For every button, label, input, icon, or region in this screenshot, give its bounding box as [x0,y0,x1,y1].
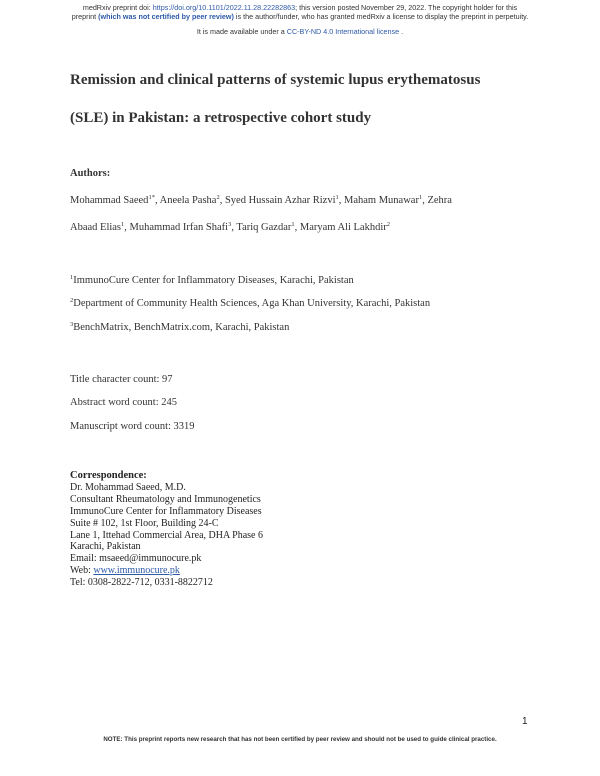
license-line: It is made available under a CC-BY-ND 4.0 International license . [196,27,404,36]
correspondence-email: Email: msaeed@immunocure.pk [70,553,202,565]
paper-title-line-1: Remission and clinical patterns of systemic lupus erythematosus [70,72,481,88]
correspondence-line: ImmunoCure Center for Inflammatory Diseases [70,505,262,517]
correspondence-heading: Correspondence: [70,470,147,481]
author-name: Muhammad Irfan Shafi [129,222,229,233]
author-name: Maryam Ali Lakhdir [299,222,387,233]
author-name: Maham Munawar [344,195,419,206]
correspondence-line: Suite # 102, 1st Floor, Building 24-C [70,517,219,529]
abstract-word-count: Abstract word count: 245 [70,397,178,408]
doi-link[interactable]: https://doi.org/10.1101/2022.11.28.22282863 [152,3,296,12]
license-link[interactable]: CC-BY-ND 4.0 International license [286,27,400,36]
paper-title-line-2: (SLE) in Pakistan: a retrospective cohort study [70,110,372,126]
correspondence-tel: Tel: 0308-2822-712, 0331-8822712 [70,577,213,589]
preprint-header [0,3,600,21]
page-number: 1 [522,716,528,727]
affiliation-2: $^2$Department of Community Health Sciences, Aga Khan University, Karachi, Pakistan [70,297,431,309]
correspondence-block [70,470,263,589]
correspondence-line: Dr. Mohammad Saeed, M.D. [70,481,186,493]
authors-line-2: Abaad Elias$^1$, Muhammad Irfan Shafi$^3$, Tariq Gazdar$^1$, Maryam Ali Lakhdir$^2$ [70,221,391,233]
affiliation-3: $^3$BenchMatrix, BenchMatrix.com, Karachi, Pakistan [70,321,290,333]
correspondence-web: Web: www.immunocure.pk [70,565,180,577]
authors-line-1: Mohammad Saeed$^{1*}$, Aneela Pasha$^2$, Syed Hussain Azhar Rizvi$^1$, Maham Munawar$^1$, Zehra [70,194,452,206]
author-name: Mohammad Saeed [70,195,149,206]
affiliation-1: $^1$ImmunoCure Center for Inflammatory Diseases, Karachi, Pakistan [70,274,354,286]
header-line-1: medRxiv preprint doi: https://doi.org/10.1101/2022.11.28.22282863; this version posted November 29, 2022. The copyright holder for this [82,3,518,12]
author-name: Syed Hussain Azhar Rizvi [224,195,336,206]
correspondence-line: Karachi, Pakistan [70,541,141,553]
manuscript-word-count: Manuscript word count: 3319 [70,421,195,432]
not-certified-note: (which was not certified by peer review) [98,12,234,21]
header-line-2: preprint (which was not certified by peer review) is the author/funder, who has granted medRxiv a license to display the preprint in perpetuity. [71,12,529,21]
correspondence-line: Lane 1, Ittehad Commercial Area, DHA Phase 6 [70,529,263,541]
preprint-footer-note: NOTE: This preprint reports new research that has not been certified by peer review and should not be used to guide clinical practice. [103,736,497,743]
title-character-count: Title character count: 97 [70,374,173,385]
authors-heading: Authors: [70,168,111,179]
author-name: Abaad Elias [70,222,122,233]
website-link[interactable]: www.immunocure.pk [93,565,180,577]
author-name: Aneela Pasha [159,195,217,206]
author-name: Tariq Gazdar [236,222,292,233]
correspondence-line: Consultant Rheumatology and Immunogenetics [70,493,261,505]
